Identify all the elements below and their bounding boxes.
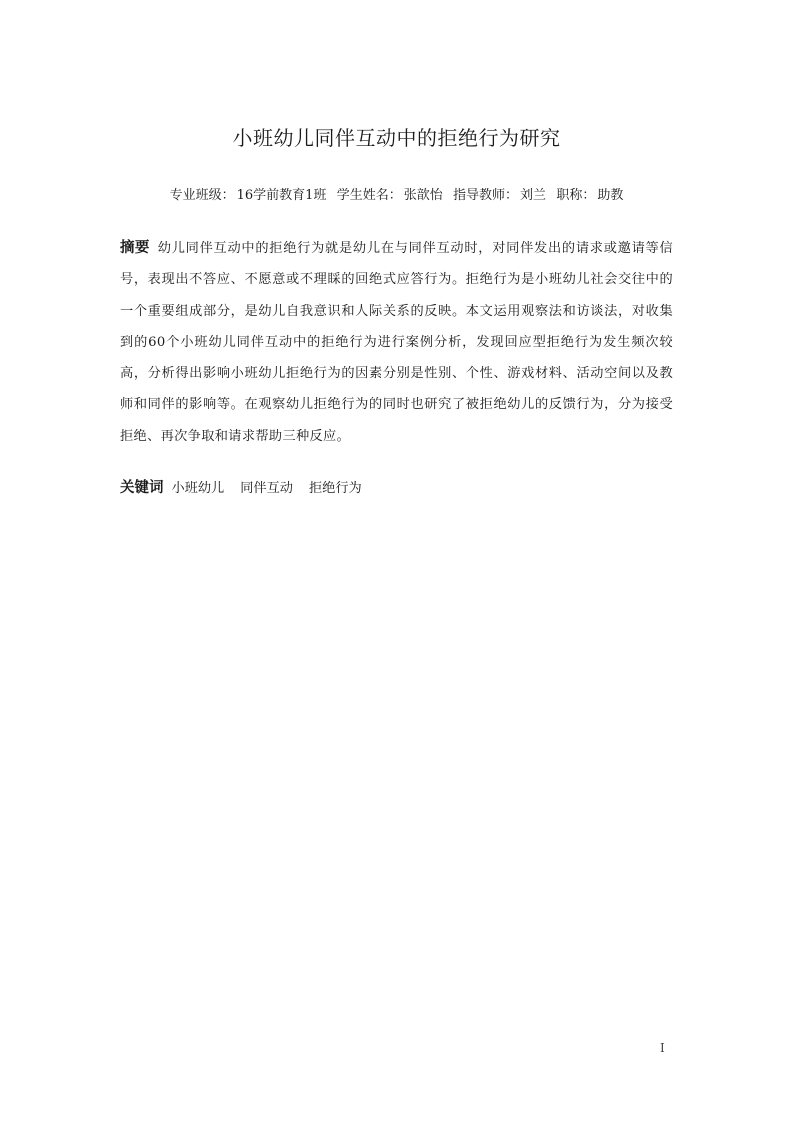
rank-value: 助教: [597, 188, 624, 203]
advisor-value: 刘兰: [520, 188, 547, 203]
keyword-item: 小班幼儿: [171, 481, 225, 496]
keyword-item: 同伴互动: [240, 481, 293, 496]
major-value: 16学前教育1班: [236, 188, 327, 203]
abstract-text: 幼儿同伴互动中的拒绝行为就是幼儿在与同伴互动时，对同伴发出的请求或邀请等信号，表现出不答应、不愿意或不理睬的回绝式应答行为。拒绝行为是小班幼儿社会交往中的一个重要组成部分，是幼儿自我意识和人际关系的反映。本文运用观察法和访谈法，对收集到的60个小班幼儿同伴互动中的拒绝行为进行案例分析，发现回应型拒绝行为发生频次较高，分析得出影响小班幼儿拒绝行为的因素分别是性别、个性、游戏材料、活动空间以及教师和同伴的影响等。在观察幼儿拒绝行为的同时也研究了被拒绝幼儿的反馈行为，分为接受拒绝、再次争取和请求帮助三种反应。: [120, 241, 673, 444]
student-label: 学生姓名：: [336, 188, 402, 203]
student-value: 张歆怡: [403, 188, 443, 203]
rank-label: 职称：: [556, 188, 596, 203]
abstract-label: 摘要: [120, 240, 150, 256]
major-label: 专业班级：: [169, 188, 235, 203]
keyword-item: 拒绝行为: [309, 481, 362, 496]
advisor-label: 指导教师：: [453, 188, 519, 203]
page-number: I: [660, 1041, 665, 1055]
keywords-line: [120, 473, 378, 504]
paper-title: 小班幼儿同伴互动中的拒绝行为研究: [232, 126, 561, 150]
abstract-paragraph: [120, 233, 673, 452]
author-info-line: [80, 186, 713, 206]
keywords-label: 关键词: [120, 480, 164, 496]
